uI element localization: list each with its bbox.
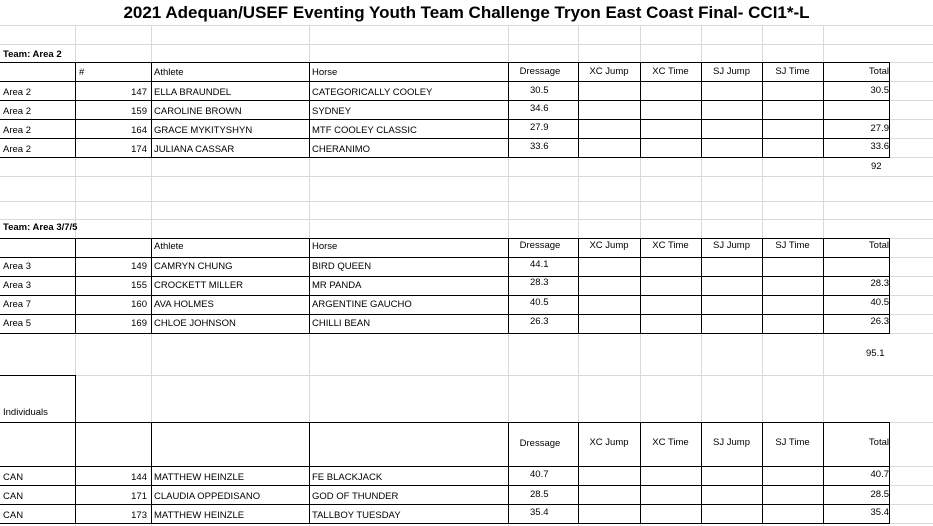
area-cell: CAN	[3, 491, 24, 502]
table-border-line	[0, 81, 890, 82]
dressage-cell: 44.1	[530, 259, 549, 270]
athlete-cell: AVA HOLMES	[154, 299, 214, 310]
horse-cell: MR PANDA	[312, 280, 362, 291]
table-border-line	[0, 295, 890, 296]
table-border-line	[309, 62, 310, 158]
grid-row-line	[0, 25, 933, 26]
number-cell: 159	[131, 106, 147, 117]
area-cell: Area 7	[3, 299, 31, 310]
dressage-cell: 27.9	[530, 122, 549, 133]
horse-cell: TALLBOY TUESDAY	[312, 510, 401, 521]
table-border-line	[0, 375, 76, 376]
team-2-total: 95.1	[866, 348, 885, 359]
area-cell: CAN	[3, 510, 24, 521]
total-cell: 26.3	[870, 316, 889, 327]
team-1-label: Team: Area 2	[3, 49, 62, 60]
grid-row-line	[0, 219, 933, 220]
area-cell: CAN	[3, 472, 24, 483]
athlete-cell: JULIANA CASSAR	[154, 144, 235, 155]
team-1-header-athlete: Athlete	[154, 67, 184, 78]
dressage-cell: 30.5	[530, 85, 549, 96]
table-border-line	[0, 314, 890, 315]
table-border-line	[309, 238, 310, 334]
team-2-header-xc-time: XC Time	[652, 240, 689, 251]
table-border-line	[889, 238, 890, 334]
table-border-line	[0, 238, 890, 239]
total-cell: 27.9	[870, 123, 889, 134]
total-cell: 28.5	[870, 489, 889, 500]
horse-cell: FE BLACKJACK	[312, 472, 383, 483]
total-cell: 30.5	[870, 85, 889, 96]
area-cell: Area 2	[3, 144, 31, 155]
table-border-line	[151, 238, 152, 334]
area-cell: Area 2	[3, 87, 31, 98]
individuals-header-sj-time: SJ Time	[775, 437, 810, 448]
page-title: 2021 Adequan/USEF Eventing Youth Team Challenge Tryon East Coast Final- CCI1*-L	[123, 3, 810, 22]
team-2-label: Team: Area 3/7/5	[3, 222, 78, 233]
team-1-header-horse: Horse	[312, 67, 338, 78]
grid-row-line	[0, 375, 933, 376]
total-cell: 40.5	[870, 297, 889, 308]
team-1-header-sj-time: SJ Time	[775, 66, 810, 77]
athlete-cell: ELLA BRAUNDEL	[154, 87, 232, 98]
table-border-line	[701, 238, 702, 334]
total-cell: 40.7	[870, 469, 889, 480]
table-border-line	[0, 138, 890, 139]
number-cell: 173	[131, 510, 147, 521]
dressage-cell: 40.7	[530, 469, 549, 480]
number-cell: 169	[131, 318, 147, 329]
table-border-line	[0, 119, 890, 120]
table-border-line	[578, 238, 579, 334]
area-cell: Area 2	[3, 125, 31, 136]
number-cell: 174	[131, 144, 147, 155]
team-1-header-xc-jump: XC Jump	[589, 66, 629, 77]
dressage-cell: 28.5	[530, 489, 549, 500]
team-1-header-total: Total	[868, 66, 889, 77]
team-2-header-athlete: Athlete	[154, 241, 184, 252]
dressage-cell: 34.6	[530, 103, 549, 114]
team-1-header-num: #	[79, 67, 85, 78]
horse-cell: GOD OF THUNDER	[312, 491, 399, 502]
area-cell: Area 5	[3, 318, 31, 329]
horse-cell: BIRD QUEEN	[312, 261, 372, 272]
grid-row-line	[0, 201, 933, 202]
team-2-header-dressage: Dressage	[519, 240, 561, 251]
athlete-cell: CLAUDIA OPPEDISANO	[154, 491, 261, 502]
table-border-line	[309, 422, 310, 524]
table-border-line	[508, 238, 509, 334]
table-border-line	[0, 333, 890, 334]
number-cell: 171	[131, 491, 147, 502]
individuals-label: Individuals	[3, 407, 48, 418]
table-border-line	[762, 238, 763, 334]
individuals-header-xc-jump: XC Jump	[589, 437, 629, 448]
total-cell: 33.6	[870, 141, 889, 152]
table-border-line	[0, 485, 890, 486]
athlete-cell: CROCKETT MILLER	[154, 280, 244, 291]
individuals-header-total: Total	[868, 437, 889, 448]
team-1-header-sj-jump: SJ Jump	[713, 66, 750, 77]
team-2-header-total: Total	[868, 240, 889, 251]
dressage-cell: 35.4	[530, 507, 549, 518]
horse-cell: CHILLI BEAN	[312, 318, 371, 329]
horse-cell: CHERANIMO	[312, 144, 371, 155]
table-border-line	[0, 504, 890, 505]
area-cell: Area 2	[3, 106, 31, 117]
number-cell: 155	[131, 280, 147, 291]
athlete-cell: GRACE MYKITYSHYN	[154, 125, 253, 136]
table-border-line	[0, 100, 890, 101]
horse-cell: CATEGORICALLY COOLEY	[312, 87, 433, 98]
table-border-line	[0, 157, 890, 158]
horse-cell: ARGENTINE GAUCHO	[312, 299, 412, 310]
athlete-cell: CHLOE JOHNSON	[154, 318, 236, 329]
area-cell: Area 3	[3, 280, 31, 291]
grid-row-line	[0, 44, 933, 45]
number-cell: 164	[131, 125, 147, 136]
individuals-header-dressage: Dressage	[519, 438, 561, 449]
table-border-line	[0, 257, 890, 258]
athlete-cell: CAROLINE BROWN	[154, 106, 242, 117]
table-border-line	[889, 62, 890, 158]
table-border-line	[151, 62, 152, 158]
team-1-header-dressage: Dressage	[519, 66, 561, 77]
horse-cell: MTF COOLEY CLASSIC	[312, 125, 417, 136]
horse-cell: SYDNEY	[312, 106, 352, 117]
athlete-cell: MATTHEW HEINZLE	[154, 510, 245, 521]
total-cell: 28.3	[870, 278, 889, 289]
team-2-header-sj-jump: SJ Jump	[713, 240, 750, 251]
table-border-line	[0, 276, 890, 277]
dressage-cell: 33.6	[530, 141, 549, 152]
table-border-line	[0, 466, 890, 467]
table-border-line	[0, 62, 890, 63]
table-border-line	[151, 422, 152, 524]
table-border-line	[0, 422, 890, 423]
area-cell: Area 3	[3, 261, 31, 272]
team-1-total: 92	[871, 161, 882, 172]
dressage-cell: 40.5	[530, 297, 549, 308]
team-1-header-xc-time: XC Time	[652, 66, 689, 77]
table-border-line	[75, 375, 76, 423]
grid-row-line	[0, 176, 933, 177]
team-2-header-sj-time: SJ Time	[775, 240, 810, 251]
individuals-header-xc-time: XC Time	[652, 437, 689, 448]
team-2-header-xc-jump: XC Jump	[589, 240, 629, 251]
table-border-line	[640, 238, 641, 334]
team-2-header-horse: Horse	[312, 241, 338, 252]
table-border-line	[889, 422, 890, 524]
dressage-cell: 26.3	[530, 316, 549, 327]
athlete-cell: MATTHEW HEINZLE	[154, 472, 245, 483]
number-cell: 147	[131, 87, 147, 98]
number-cell: 149	[131, 261, 147, 272]
number-cell: 160	[131, 299, 147, 310]
athlete-cell: CAMRYN CHUNG	[154, 261, 233, 272]
individuals-header-sj-jump: SJ Jump	[713, 437, 750, 448]
table-border-line	[0, 523, 890, 524]
total-cell: 35.4	[870, 507, 889, 518]
number-cell: 144	[131, 472, 147, 483]
dressage-cell: 28.3	[530, 277, 549, 288]
